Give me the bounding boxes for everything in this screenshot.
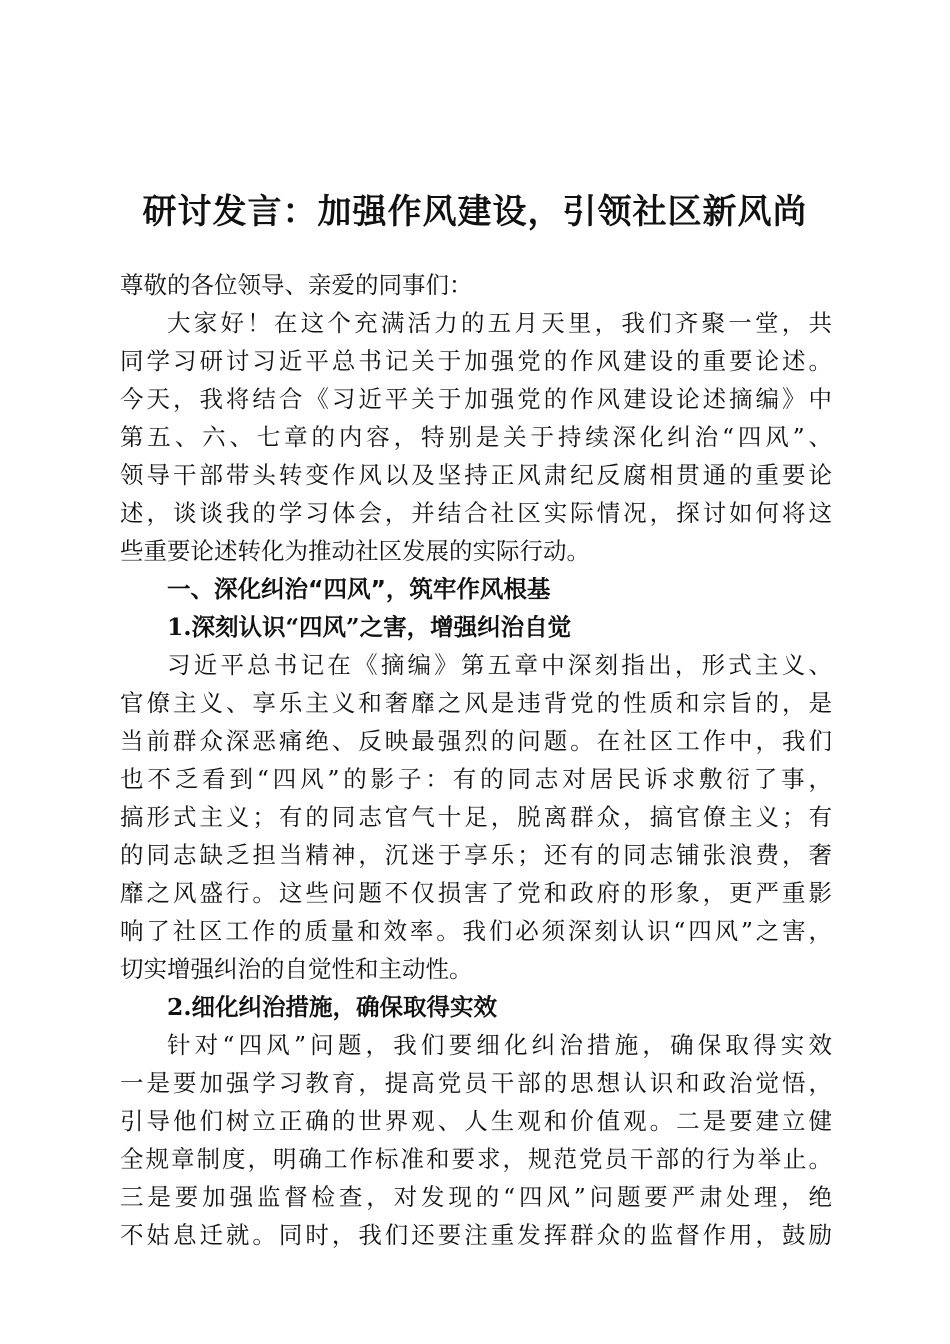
- document-body: [120, 266, 832, 1254]
- text-line: 不姑息迁就。同时，我们还要注重发挥群众的监督作用，鼓励: [120, 1221, 832, 1249]
- text-line: 引导他们树立正确的世界观、人生观和价值观。二是要建立健: [120, 1107, 832, 1135]
- text-line: 些重要论述转化为推动社区发展的实际行动。: [120, 537, 590, 565]
- text-line: 搞形式主义；有的同志官气十足，脱离群众，搞官僚主义；有: [120, 803, 832, 831]
- text-line: 当前群众深恶痛绝、反映最强烈的问题。在社区工作中，我们: [120, 727, 832, 755]
- text-line: 习近平总书记在《摘编》第五章中深刻指出，形式主义、: [167, 651, 832, 679]
- text-line: 大家好！在这个充满活力的五月天里，我们齐聚一堂，共: [167, 309, 832, 337]
- text-line: 全规章制度，明确工作标准和要求，规范党员干部的行为举止。: [120, 1145, 832, 1173]
- text-line: 一是要加强学习教育，提高党员干部的思想认识和政治觉悟，: [120, 1069, 832, 1097]
- text-line: 靡之风盛行。这些问题不仅损害了党和政府的形象，更严重影: [120, 879, 832, 907]
- section-heading: 一、深化纠治“四风”，筑牢作风根基: [167, 575, 551, 603]
- text-line: 同学习研讨习近平总书记关于加强党的作风建设的重要论述。: [120, 347, 832, 375]
- text-line: 官僚主义、享乐主义和奢靡之风是违背党的性质和宗旨的，是: [120, 689, 832, 717]
- text-line: 的同志缺乏担当精神，沉迷于享乐；还有的同志铺张浪费，奢: [120, 841, 832, 869]
- text-line: 三是要加强监督检查，对发现的“四风”问题要严肃处理，绝: [120, 1183, 832, 1211]
- document-title: 研讨发言：加强作风建设，引领社区新风尚: [142, 192, 808, 232]
- subsection-heading: 1.深刻认识“四风”之害，增强纠治自觉: [167, 613, 572, 641]
- text-line: 也不乏看到“四风”的影子：有的同志对居民诉求敷衍了事，: [120, 765, 832, 793]
- text-line: 针对“四风”问题，我们要细化纠治措施，确保取得实效: [167, 1031, 832, 1059]
- text-line: 领导干部带头转变作风以及坚持正风肃纪反腐相贯通的重要论: [120, 461, 832, 489]
- text-line: 第五、六、七章的内容，特别是关于持续深化纠治“四风”、: [120, 423, 832, 451]
- text-line: 今天，我将结合《习近平关于加强党的作风建设论述摘编》中: [120, 385, 832, 413]
- subsection-heading: 2.细化纠治措施，确保取得实效: [167, 993, 498, 1021]
- text-line: 尊敬的各位领导、亲爱的同事们：: [120, 271, 473, 299]
- text-line: 述，谈谈我的学习体会，并结合社区实际情况，探讨如何将这: [120, 499, 832, 527]
- text-line: 切实增强纠治的自觉性和主动性。: [120, 955, 473, 983]
- text-line: 响了社区工作的质量和效率。我们必须深刻认识“四风”之害，: [120, 917, 832, 945]
